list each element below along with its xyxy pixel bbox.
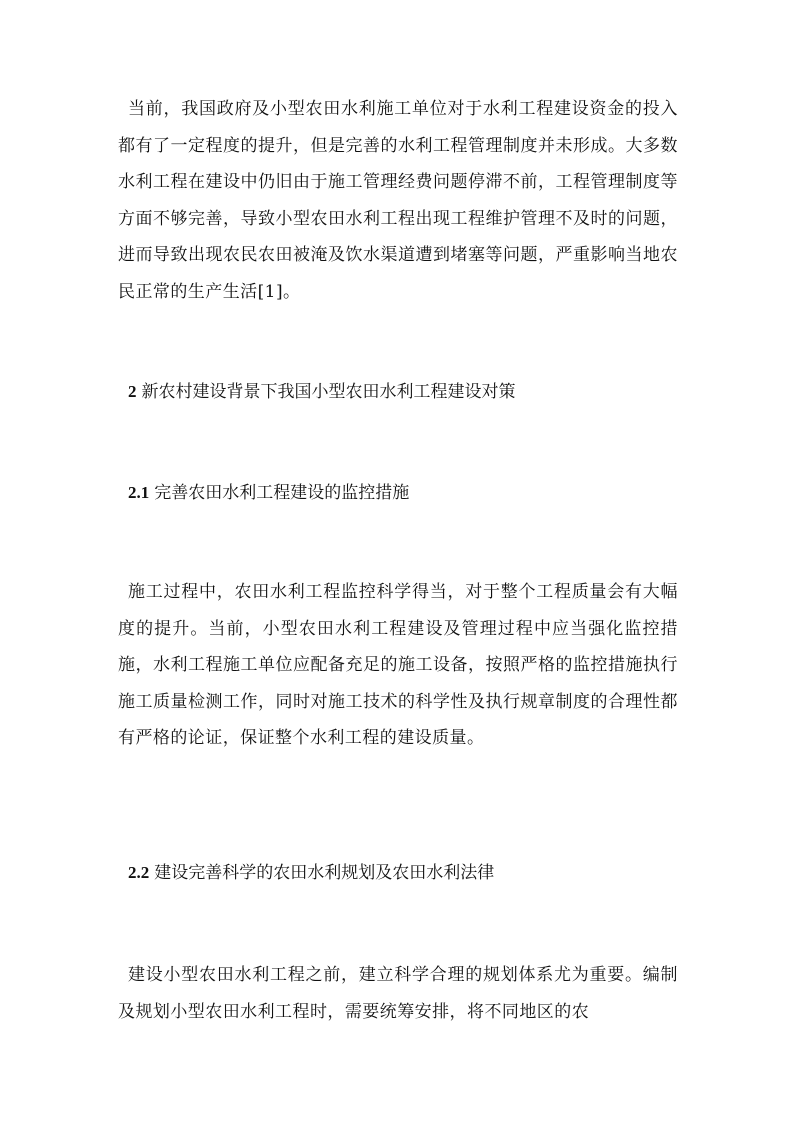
section-heading-2: [128, 380, 516, 404]
subsection-heading-2-1: [128, 481, 409, 505]
body-paragraph-3: 建设小型农田水利工程之前，建立科学合理的规划体系尤为重要。编制及规划小型农田水利工程时，需要统筹安排，将不同地区的农: [118, 965, 678, 1022]
subsection-title: 建设完善科学的农田水利规划及农田水利法律: [154, 863, 495, 883]
subsection-number: 2.1: [128, 483, 150, 502]
subsection-title: 完善农田水利工程建设的监控措施: [154, 483, 410, 503]
subsection-heading-2-2: [128, 861, 494, 885]
section-number: 2: [128, 382, 137, 401]
subsection-number: 2.2: [128, 863, 150, 882]
body-paragraph-2: 施工过程中，农田水利工程监控科学得当，对于整个工程质量会有大幅度的提升。当前，小型农田水利工程建设及管理过程中应当强化监控措施，水利工程施工单位应配备充足的施工设备，按照严格的监控措施执行施工质量检测工作，同时对施工技术的科学性及执行规章制度的合理性都有严格的论证，保证整个水利工程的建设质量。: [118, 582, 678, 749]
body-paragraph-1: 当前，我国政府及小型农田水利施工单位对于水利工程建设资金的投入都有了一定程度的提升，但是完善的水利工程管理制度并未形成。大多数水利工程在建设中仍旧由于施工管理经费问题停滞不前，工程管理制度等方面不够完善，导致小型农田水利工程出现工程维护管理不及时的问题，进而导致出现农民农田被淹及饮水渠道遭到堵塞等问题，严重影响当地农民正常的生产生活[1]。: [118, 99, 678, 302]
section-title: 新农村建设背景下我国小型农田水利工程建设对策: [141, 382, 516, 402]
